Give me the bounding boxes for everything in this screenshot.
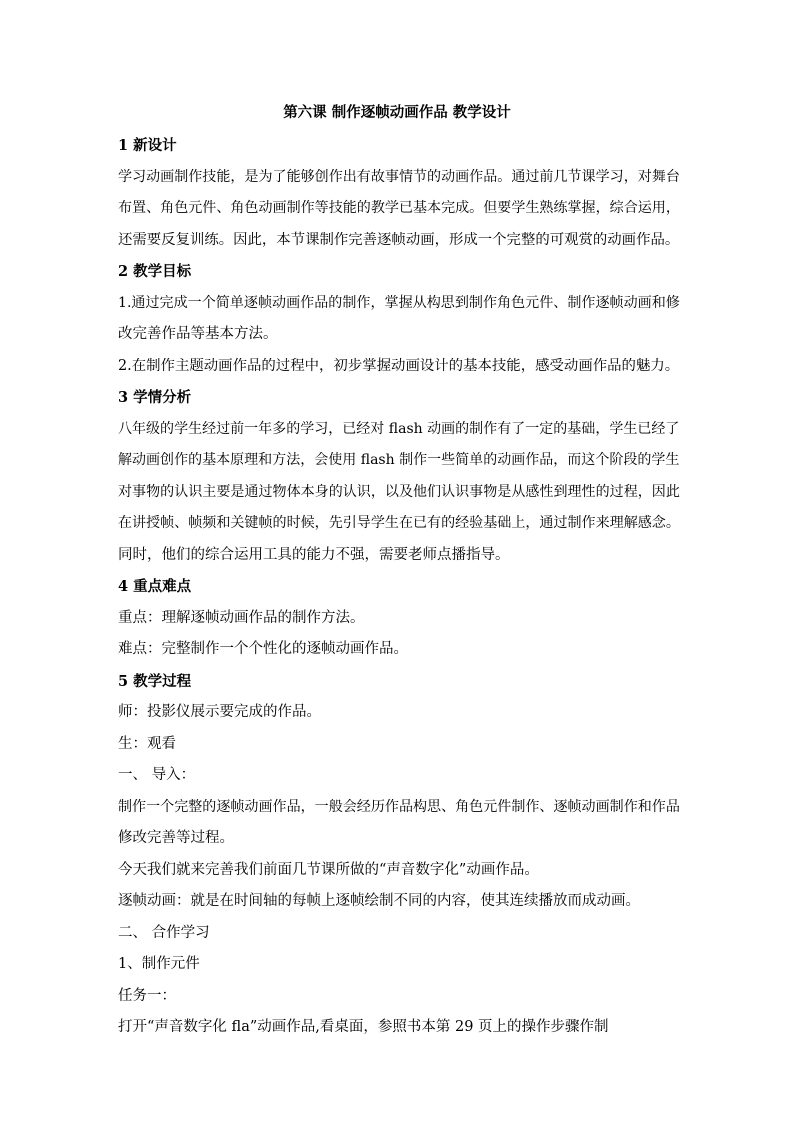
section-heading: 4 重点难点	[118, 578, 192, 595]
body-text-line: 修改完善等过程。	[118, 830, 234, 846]
body-text-line: 2.在制作主题动画作品的过程中，初步掌握动画设计的基本技能，感受动画作品的魅力。	[118, 357, 680, 374]
document-body	[118, 130, 680, 1044]
body-text-line: 1、制作元件	[118, 956, 200, 972]
body-text-line: 同时，他们的综合运用工具的能力不强，需要老师点播指导。	[118, 546, 510, 563]
body-text-line: 师：投影仪展示要完成的作品。	[118, 704, 321, 720]
body-text-line: 任务一：	[118, 987, 176, 1004]
body-text-line: 制作一个完整的逐帧动画作品，一般会经历作品构思、角色元件制作、逐帧动画制作和作品	[118, 798, 680, 815]
body-text-line: 重点：理解逐帧动画作品的制作方法。	[118, 609, 365, 626]
body-text-line: 难点：完整制作一个个性化的逐帧动画作品。	[118, 641, 408, 657]
body-text-line: 今天我们就来完善我们前面几节课所做的“声音数字化”动画作品。	[118, 861, 539, 878]
section-heading: 1 新设计	[118, 137, 177, 154]
body-text-line: 布置、角色元件、角色动画制作等技能的教学已基本完成。但要学生熟练掌握，综合运用，	[118, 200, 680, 216]
body-text-line: 解动画创作的基本原理和方法，会使用 flash 制作一些简单的动画作品，而这个阶段的学生	[118, 452, 680, 468]
section-heading: 3 学情分析	[118, 389, 192, 406]
body-text-line: 生：观看	[118, 735, 176, 752]
body-text-line: 还需要反复训练。因此，本节课制作完善逐帧动画，形成一个完整的可观赏的动画作品。	[118, 231, 680, 248]
body-text-line: 对事物的认识主要是通过物体本身的认识，以及他们认识事物是从感性到理性的过程，因此	[118, 483, 680, 500]
body-text-line: 一、 导入：	[118, 767, 196, 783]
body-text-line: 学习动画制作技能，是为了能够创作出有故事情节的动画作品。通过前几节课学习，对舞台	[118, 168, 680, 185]
body-text-line: 打开“声音数字化 fla”动画作品,看桌面，参照书本第 29 页上的操作步骤作制	[118, 1019, 609, 1035]
body-text-line: 逐帧动画：就是在时间轴的每帧上逐帧绘制不同的内容，使其连续播放而成动画。	[118, 893, 640, 909]
body-text-line: 在讲授帧、帧频和关键帧的时候，先引导学生在已有的经验基础上，通过制作来理解感念。	[118, 515, 680, 531]
body-text-line: 1.通过完成一个简单逐帧动画作品的制作，掌握从构思到制作角色元件、制作逐帧动画和修	[118, 294, 680, 311]
body-text-line: 二、 合作学习	[118, 924, 210, 941]
section-heading: 2 教学目标	[118, 263, 192, 280]
body-text-line: 八年级的学生经过前一年多的学习，已经对 flash 动画的制作有了一定的基础，学生已经了	[118, 420, 680, 437]
body-text-line: 改完善作品等基本方法。	[118, 326, 278, 342]
document-title: 第六课 制作逐帧动画作品 教学设计	[283, 104, 511, 121]
section-heading: 5 教学过程	[118, 672, 192, 690]
